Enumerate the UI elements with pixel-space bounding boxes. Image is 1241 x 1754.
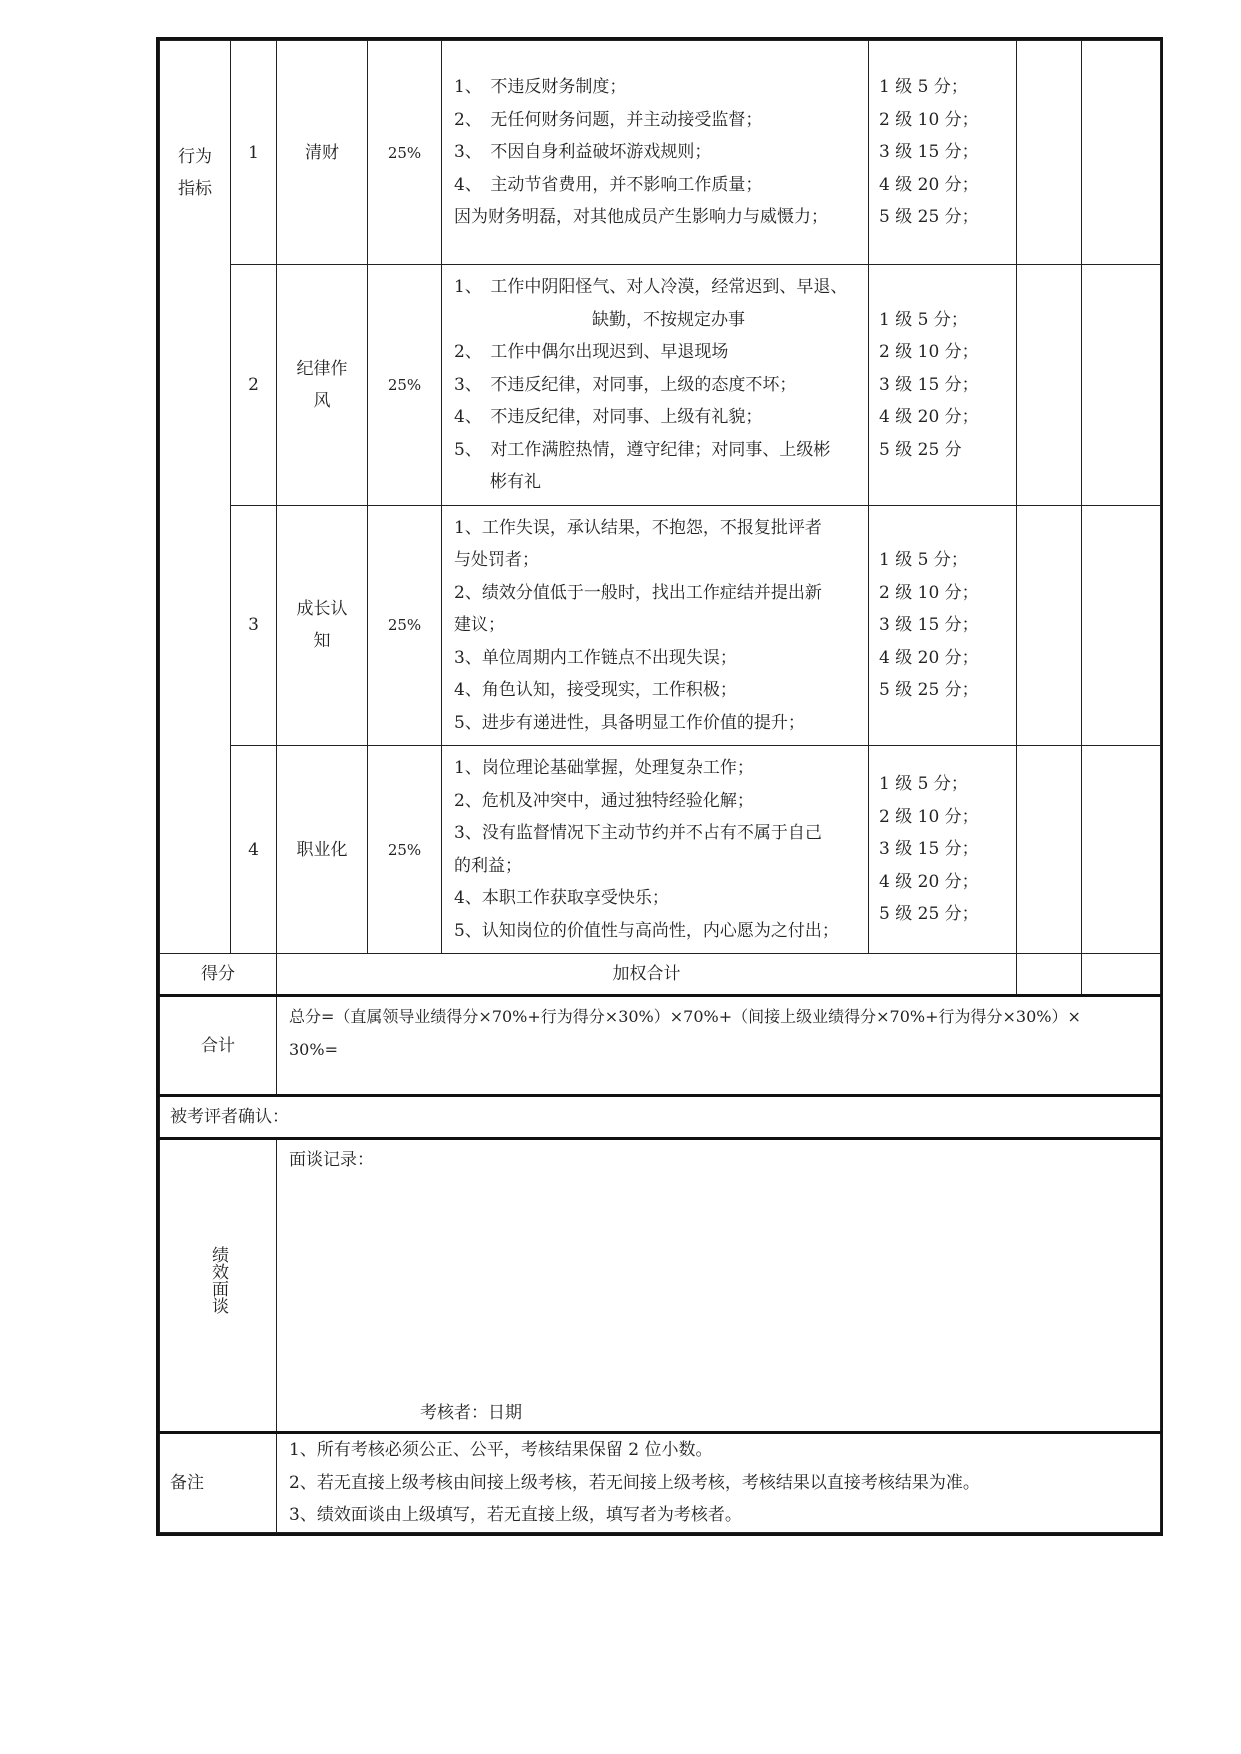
score-level: 1 级 5 分；	[879, 77, 968, 98]
score-level: 2 级 10 分；	[879, 109, 979, 130]
score-level: 4 级 20 分；	[879, 647, 979, 668]
indicator-weight: 25%	[368, 505, 442, 746]
criteria-line: 4、 主动节省费用，并不影响工作质量；	[454, 174, 763, 195]
criteria-line: 缺勤，不按规定办事	[592, 309, 745, 330]
indicator-row	[160, 505, 1161, 746]
score-level: 4 级 20 分；	[879, 871, 979, 892]
indicator-row	[160, 41, 1161, 265]
indicator-number: 1	[231, 41, 277, 265]
reviewer-score-cell[interactable]	[1082, 505, 1161, 746]
reviewer-score-cell[interactable]	[1082, 265, 1161, 506]
indicator-weight: 25%	[368, 746, 442, 954]
criteria-line: 3、没有监督情况下主动节约并不占有不属于自己	[454, 823, 822, 843]
criteria-line: 2、绩效分值低于一般时，找出工作症结并提出新	[454, 582, 822, 603]
criteria-line: 5、进步有递进性，具备明显工作价值的提升；	[454, 712, 805, 733]
interview-label: 绩效面谈	[208, 1246, 228, 1314]
self-score-cell[interactable]	[1017, 41, 1082, 265]
score-level: 2 级 10 分；	[879, 582, 979, 603]
interview-row	[160, 1139, 1161, 1433]
criteria-line: 3、 不违反纪律，对同事，上级的态度不坏；	[454, 374, 797, 395]
score-level: 3 级 15 分；	[879, 142, 979, 163]
criteria-line: 2、危机及冲突中，通过独特经验化解；	[454, 790, 754, 811]
reviewer-score-cell[interactable]	[1082, 746, 1161, 954]
criteria-line: 3、 不因自身利益破坏游戏规则；	[454, 142, 712, 163]
confirm-label[interactable]: 被考评者确认：	[160, 1096, 1161, 1139]
behavior-indicator-table	[159, 40, 1161, 1533]
indicator-criteria	[442, 265, 869, 506]
confirm-row	[160, 1096, 1161, 1139]
weighted-total-label: 加权合计	[277, 954, 1017, 996]
score-level: 5 级 25 分；	[879, 207, 979, 228]
indicator-name: 职业化	[277, 746, 368, 954]
score-level: 3 级 15 分；	[879, 615, 979, 635]
criteria-line: 彬有礼	[490, 472, 541, 492]
criteria-line: 4、本职工作获取享受快乐；	[454, 888, 669, 908]
score-cell-1[interactable]	[1017, 954, 1082, 996]
score-level: 1 级 5 分；	[879, 309, 968, 330]
notes-content	[277, 1433, 1161, 1533]
score-label: 得分	[160, 954, 277, 996]
criteria-line: 1、 不违反财务制度；	[454, 77, 627, 98]
criteria-line: 建议；	[454, 615, 505, 635]
interview-label-cell	[160, 1139, 277, 1433]
indicator-criteria	[442, 505, 869, 746]
notes-label: 备注	[160, 1433, 277, 1533]
criteria-line: 4、角色认知，接受现实，工作积极；	[454, 680, 737, 700]
score-level: 2 级 10 分；	[879, 342, 979, 362]
indicator-number: 2	[231, 265, 277, 506]
indicator-name: 纪律作风	[277, 265, 368, 506]
note-item: 1、所有考核必须公正、公平，考核结果保留 2 位小数。	[289, 1440, 713, 1460]
interview-record-cell[interactable]	[277, 1139, 1161, 1433]
evaluation-form	[156, 37, 1163, 1536]
indicator-scores	[869, 265, 1017, 506]
self-score-cell[interactable]	[1017, 746, 1082, 954]
criteria-line: 2、 无任何财务问题，并主动接受监督；	[454, 109, 763, 130]
self-score-cell[interactable]	[1017, 265, 1082, 506]
score-level: 5 级 25 分；	[879, 680, 979, 700]
indicator-row	[160, 746, 1161, 954]
criteria-line: 3、单位周期内工作链点不出现失误；	[454, 647, 737, 668]
score-level: 1 级 5 分；	[879, 550, 968, 570]
score-level: 2 级 10 分；	[879, 806, 979, 827]
score-level: 3 级 15 分；	[879, 839, 979, 860]
criteria-line: 1、工作失误，承认结果，不抱怨，不报复批评者	[454, 517, 822, 538]
indicator-name: 清财	[277, 41, 368, 265]
category-label	[160, 41, 231, 954]
indicator-row	[160, 265, 1161, 506]
notes-row	[160, 1433, 1161, 1533]
score-level: 5 级 25 分	[879, 439, 962, 460]
criteria-line: 1、 工作中阴阳怪气、对人冷漠，经常迟到、早退、	[454, 277, 848, 297]
indicator-number: 4	[231, 746, 277, 954]
criteria-line: 4、 不违反纪律，对同事、上级有礼貌；	[454, 407, 763, 427]
criteria-line: 与处罚者；	[454, 550, 539, 570]
criteria-line: 5、 对工作满腔热情，遵守纪律；对同事、上级彬	[454, 439, 831, 460]
note-item: 2、若无直接上级考核由间接上级考核，若无间接上级考核，考核结果以直接考核结果为准。	[289, 1472, 980, 1493]
score-level: 4 级 20 分；	[879, 174, 979, 195]
criteria-line: 2、 工作中偶尔出现迟到、早退现场	[454, 342, 729, 362]
criteria-line: 1、岗位理论基础掌握，处理复杂工作；	[454, 758, 754, 778]
self-score-cell[interactable]	[1017, 505, 1082, 746]
score-level: 3 级 15 分；	[879, 374, 979, 395]
total-row	[160, 996, 1161, 1096]
score-level: 5 级 25 分；	[879, 904, 979, 925]
indicator-criteria	[442, 746, 869, 954]
indicator-criteria	[442, 41, 869, 265]
interview-record-label: 面谈记录：	[289, 1150, 374, 1170]
interview-signature: 考核者：日期	[420, 1403, 522, 1423]
note-item: 3、绩效面谈由上级填写，若无直接上级，填写者为考核者。	[289, 1505, 742, 1525]
indicator-scores	[869, 746, 1017, 954]
indicator-scores	[869, 41, 1017, 265]
formula-line-1: 总分=（直属领导业绩得分×70%+行为得分×30%）×70%+（间接上级业绩得分×70%+行为得分×30%）×	[289, 1007, 1081, 1026]
total-label: 合计	[160, 996, 277, 1096]
indicator-number: 3	[231, 505, 277, 746]
indicator-weight: 25%	[368, 265, 442, 506]
total-formula	[277, 996, 1161, 1096]
indicator-scores	[869, 505, 1017, 746]
reviewer-score-cell[interactable]	[1082, 41, 1161, 265]
criteria-line: 5、认知岗位的价值性与高尚性，内心愿为之付出；	[454, 920, 839, 941]
criteria-line: 因为财务明磊，对其他成员产生影响力与威慑力；	[454, 207, 828, 228]
score-row	[160, 954, 1161, 996]
category-label-line: 行为 指标	[178, 147, 212, 199]
score-level: 1 级 5 分；	[879, 774, 968, 795]
score-cell-2[interactable]	[1082, 954, 1161, 996]
indicator-name: 成长认知	[277, 505, 368, 746]
indicator-weight: 25%	[368, 41, 442, 265]
score-level: 4 级 20 分；	[879, 407, 979, 427]
criteria-line: 的利益；	[454, 855, 522, 876]
formula-line-2: 30%=	[289, 1039, 338, 1059]
